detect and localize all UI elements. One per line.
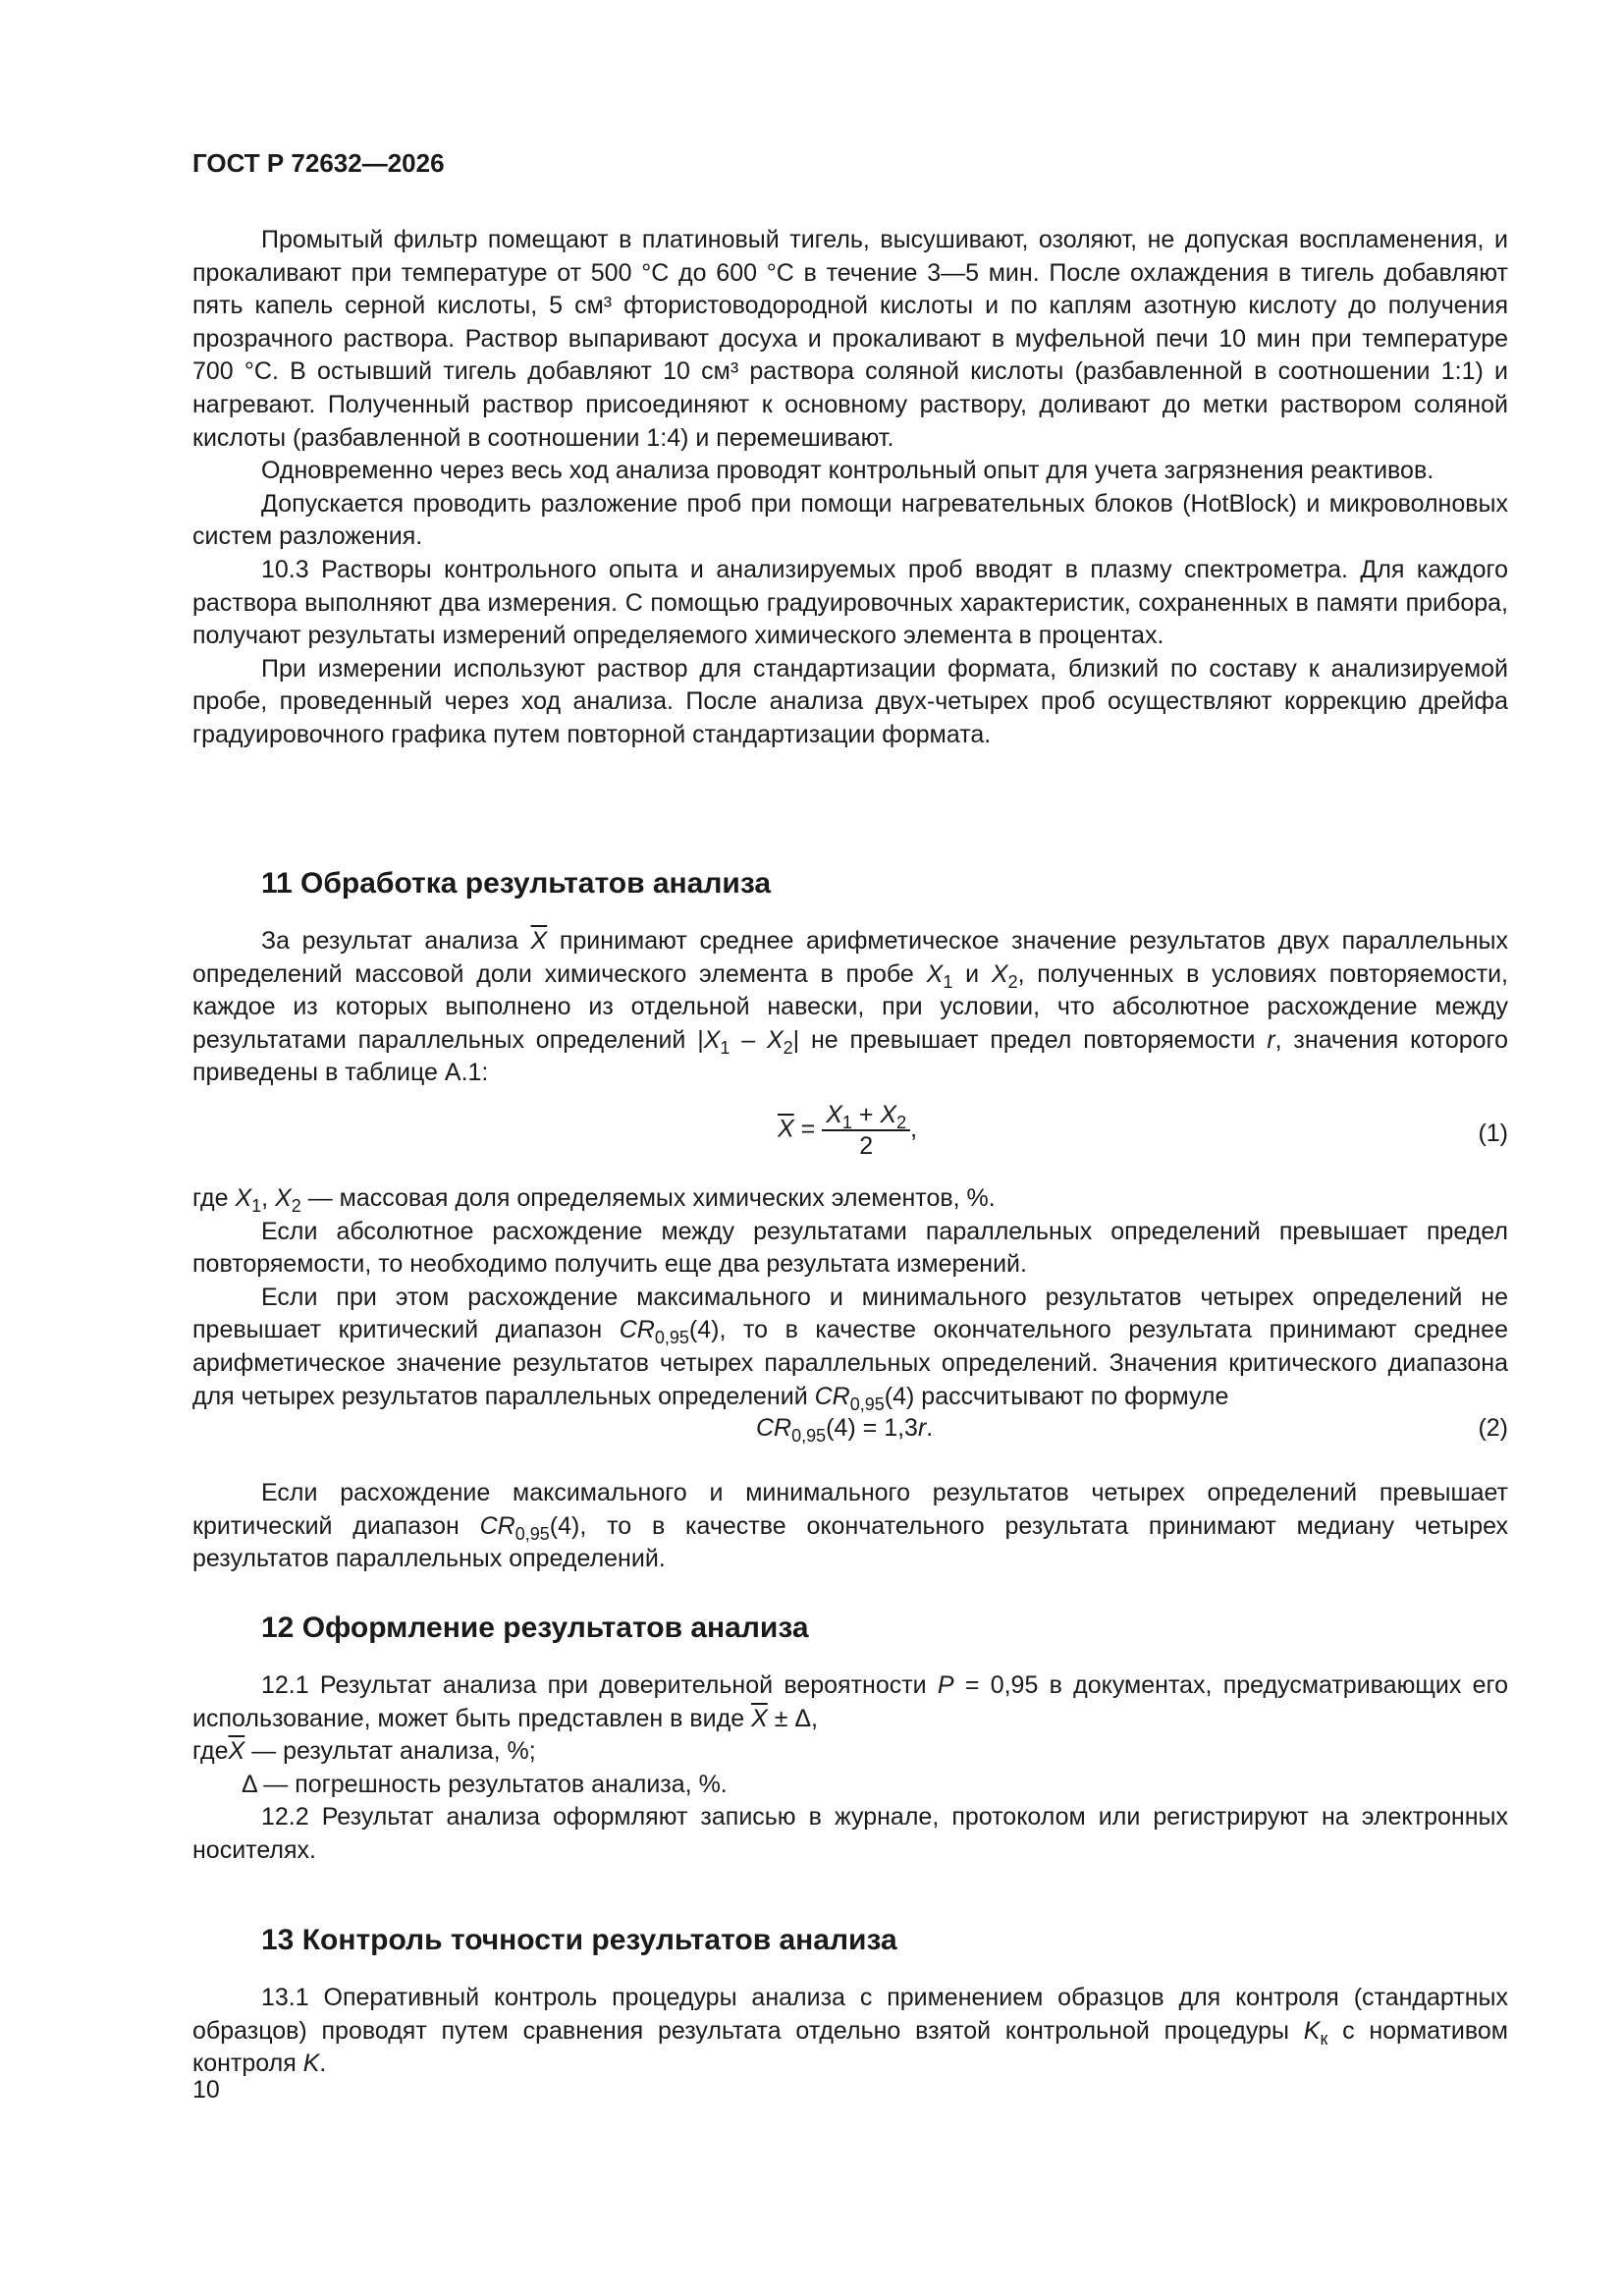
section-11-heading: 11 Обработка результатов анализа — [261, 867, 772, 900]
document-header: ГОСТ Р 72632—2026 — [192, 148, 445, 178]
section-10-continuation — [192, 224, 1508, 752]
paragraph: 12.2 Результат анализа оформляют записью в журнале, протоколом или регистрируют на электронных носителях. — [192, 1803, 1508, 1864]
paragraph: Допускается проводить разложение проб при помощи нагревательных блоков (HotBlock) и микроволновых систем разложения. — [192, 489, 1508, 551]
page-number: 10 — [192, 2076, 220, 2104]
section-13-heading: 13 Контроль точности результатов анализа — [261, 1924, 897, 1956]
section-12-body: 12.1 Результат анализа при доверительной вероятности P = 0,95 в документах, предусматривающих его использование, может быть представлен в виде $\overline{X} \pm \Delta$, $где\overline{X}$ — результат анализа, %; Δ — погрешность результатов анализа, %. 12.2 Результат анализа оформляют записью в журнале, протоколом или регистрируют на электронных носителях. — [192, 1669, 1508, 1868]
section-11-paragraph-4: Если расхождение максимального и минимального результатов четырех определений превышает критический диапазон $CR_{0,95}(4)$, то в качестве окончательного результата принимают медиану четырех результатов параллельных определений. — [192, 1479, 1509, 1573]
section-13-body: 13.1 Оперативный контроль процедуры анализа с применением образцов для контроля (стандартных образцов) проводят путем сравнения результата отдельно взятой контрольной процедуры $K_к$ с нормативом контроля K. — [192, 1984, 1508, 2078]
paragraph: Одновременно через весь ход анализа проводят контрольный опыт для учета загрязнения реактивов. — [261, 457, 1434, 485]
section-11-paragraph-1: За результат анализа $\overline{X}$ принимают среднее арифметическое значение результатов двух параллельных определений массовой доли химического элемента в пробе $X_1$ и $X_2$, полученных в условиях повторяемости, каждое из которых выполнено из отдельной навески, при условии, что абсолютное расхождение между результатами параллельных определений $|X_1 - X_2|$ не превышает предел повторяемости r, значения которого приведены в таблице А.1: — [192, 927, 1509, 1087]
paragraph: Если абсолютное расхождение между результатами параллельных определений превышает предел повторяемости, то необходимо получить еще два результата измерений. — [192, 1217, 1508, 1279]
formula-2-number: (2) — [1478, 1414, 1508, 1442]
delta-definition: Δ — погрешность результатов анализа, %. — [242, 1770, 728, 1798]
section-11-body: где $X_1$, $X_2$ — массовая доля определяемых химических элементов, %. Если абсолютное расхождение между результатами параллельных определений превышает предел повторяемости, то необходимо получить еще два результата измерений. Если при этом расхождение максимального и минимального результатов четырех определений не превышает критический диапазон $CR_{0,95}(4)$, то в качестве окончательного результата принимают среднее арифметическое значение результатов четырех параллельных определений. Значения критического диапазона для четырех результатов параллельных определений $CR_{0,95}(4)$ рассчитывают по формуле — [192, 1184, 1508, 1414]
formula-1: $\overline{X}$ = $\frac{X_1 + X_2}{2}$ , — [778, 1101, 918, 1160]
section-12-heading: 12 Оформление результатов анализа — [261, 1612, 809, 1644]
paragraph: При измерении используют раствор для стандартизации формата, близкий по составу к анализируемой пробе, проведенный через ход анализа. После анализа двух-четырех проб осуществляют коррекцию дрейфа градуировочного графика путем повторной стандартизации формата. — [192, 654, 1508, 748]
formula-2: $CR_{0,95}(4) = 1,3r$. — [756, 1414, 934, 1446]
paragraph: Промытый фильтр помещают в платиновый тигель, высушивают, озоляют, не допуская воспламенения, и прокаливают при температуре от 500 °С до 600 °С в течение 3—5 мин. После охлаждения в тигель добавляют пять капель серной кислоты, 5 см³ фтористоводородной кислоты и по каплям азотную кислоту до получения прозрачного раствора. Раствор выпаривают досуха и прокаливают в муфельной печи 10 мин при температуре 700 °С. В остывший тигель добавляют 10 см³ раствора соляной кислоты (разбавленной в соотношении 1:1) и нагревают. Полученный раствор присоединяют к основному раствору, доливают до метки раствором соляной кислоты (разбавленной в соотношении 1:4) и перемешивают. — [192, 226, 1508, 452]
formula-1-number: (1) — [1478, 1120, 1508, 1147]
paragraph: 10.3 Растворы контрольного опыта и анализируемых проб вводят в плазму спектрометра. Для каждого раствора выполняют два измерения. С помощью градуировочных характеристик, сохраненных в памяти прибора, получают результаты измерений определяемого химического элемента в процентах. — [192, 555, 1508, 650]
